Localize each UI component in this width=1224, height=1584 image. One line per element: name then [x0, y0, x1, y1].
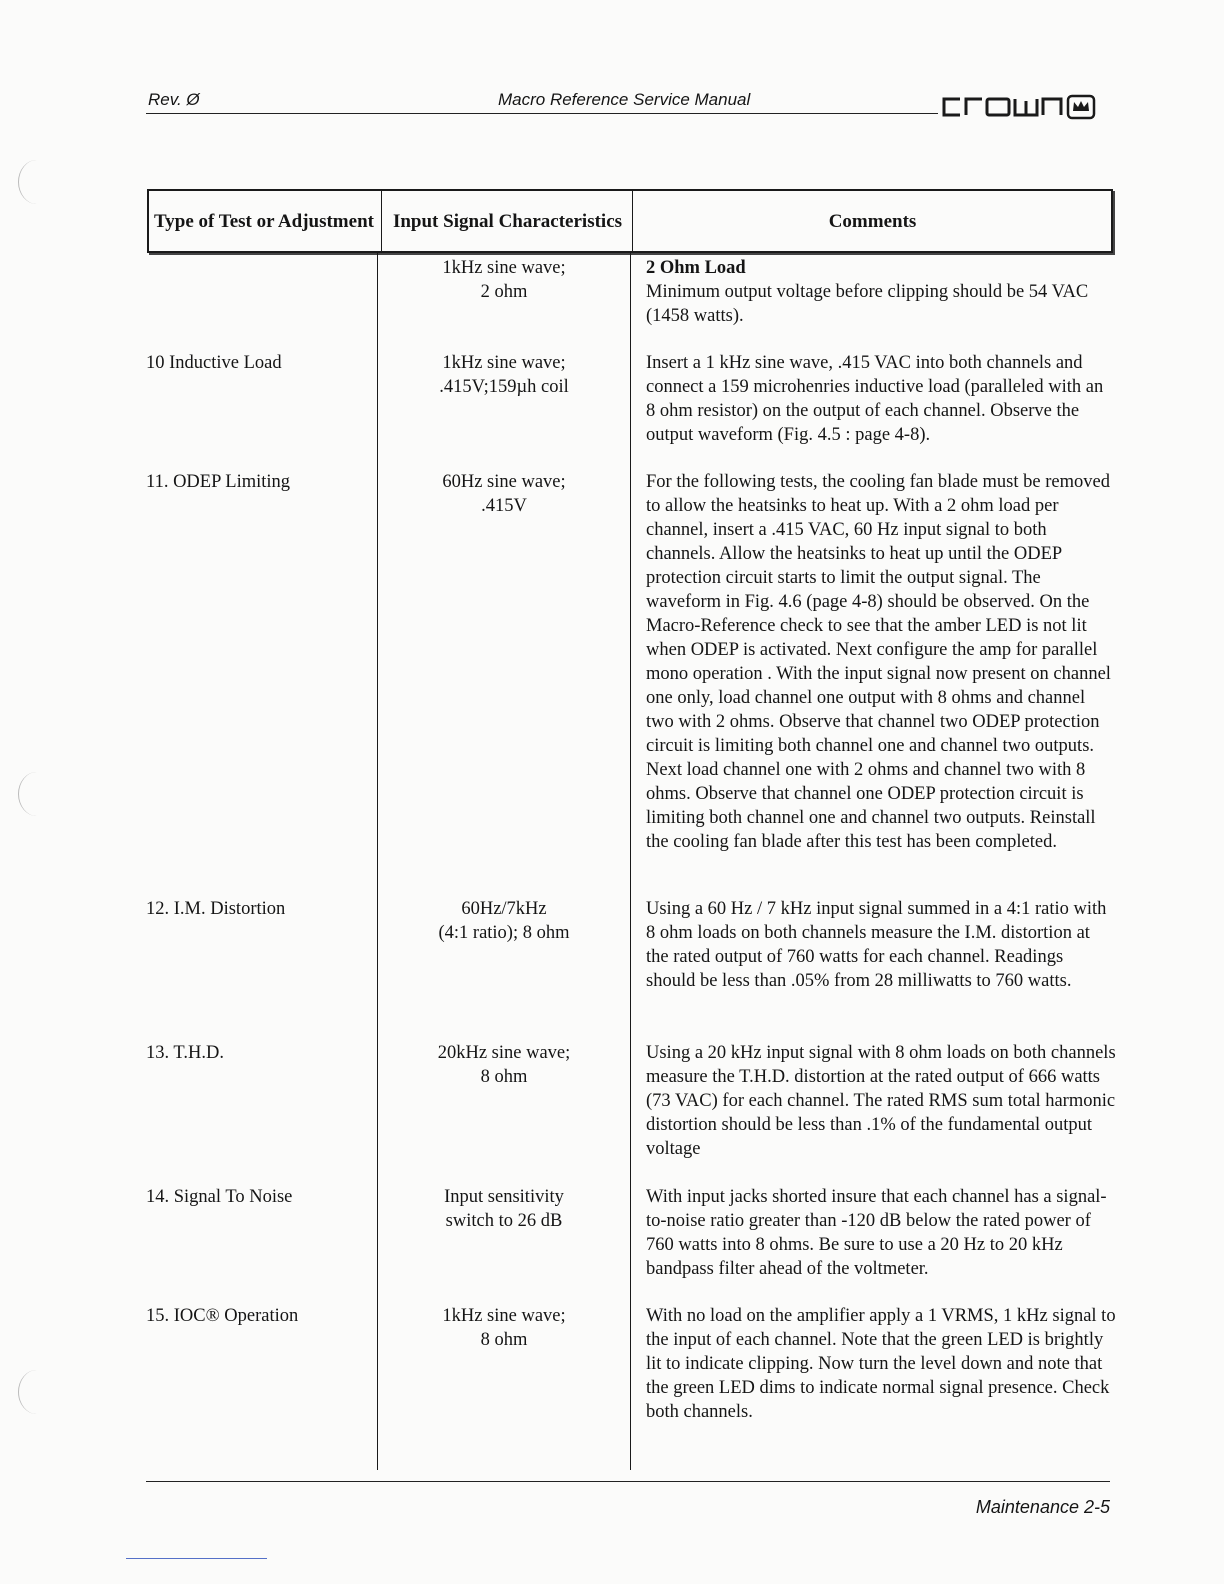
comment-text: For the following tests, the cooling fan blade must be removed to allow the heatsinks to heat up. With a 2 ohm load per channel, insert a .415 VAC, 60 Hz input signal to both channels. Allow the heatsinks to heat up until the ODEP protection circuit starts to limit the output signal. The waveform in Fig. 4.6 (page 4-8) should be observed. On the Macro-Reference check to see that the amber LED is not lit when ODEP is activated. Next configure the amp for parallel mono operation . With the input signal now present on channel one only, load channel one output with 8 ohms and channel two with 2 ohms. Observe that channel two ODEP protection circuit is limiting both channel one and channel two outputs. Next load channel one with 2 ohms and channel two with 8 ohms. Observe that channel one ODEP protection circuit is limiting both channel one and channel two outputs. Reinstall the cooling fan blade after this test has been completed. [646, 472, 1111, 852]
binder-hole-mark [18, 1370, 55, 1414]
binder-hole-mark [18, 160, 55, 204]
column-header-label: Comments [828, 210, 917, 232]
manual-title: Macro Reference Service Manual [498, 90, 751, 109]
input-signal: 60Hz/7kHz (4:1 ratio); 8 ohm [438, 899, 570, 943]
input-signal: 60Hz sine wave; .415V [442, 472, 566, 516]
table-header [147, 189, 1113, 253]
footer-rule [146, 1481, 1110, 1482]
binder-hole-mark [18, 772, 55, 816]
column-divider [377, 251, 378, 1470]
header-rule [146, 113, 938, 114]
test-type: 11. ODEP Limiting [146, 472, 291, 492]
column-header-label: Type of Test or Adjustment [154, 210, 374, 232]
test-type: 13. T.H.D. [146, 1043, 224, 1063]
comment [646, 1041, 1116, 1161]
column-divider [630, 251, 631, 1470]
comment-text: Using a 20 kHz input signal with 8 ohm loads on both channels measure the T.H.D. distortion at the rated output of 666 watts (73 VAC) for each channel. The rated RMS sum total harmonic distortion should be less than .1% of the fundamental output voltage [646, 1043, 1116, 1159]
test-type: 15. IOC® Operation [146, 1306, 299, 1326]
scan-edge-mark [126, 1558, 267, 1559]
comment-text: Insert a 1 kHz sine wave, .415 VAC into both channels and connect a 159 microhenries inductive load (paralleled with an 8 ohm resistor) on the output of each channel. Observe the output waveform (Fig. 4.5 : page 4-8). [646, 353, 1104, 445]
input-signal: 1kHz sine wave; 8 ohm [442, 1306, 566, 1350]
comment [646, 256, 1116, 328]
input-signal: 1kHz sine wave; 2 ohm [442, 258, 566, 302]
test-type: 14. Signal To Noise [146, 1187, 293, 1207]
comment [646, 1304, 1116, 1424]
comment-heading: 2 Ohm Load [646, 258, 746, 278]
input-signal: 20kHz sine wave; 8 ohm [437, 1043, 571, 1087]
page-footer: Maintenance 2-5 [975, 1497, 1110, 1517]
comment [646, 351, 1116, 447]
column-header-test-type [149, 191, 379, 251]
revision-label: Rev. Ø [148, 90, 200, 109]
comment-text: With input jacks shorted insure that each channel has a signal-to-noise ratio greater than -120 dB below the rated power of 760 watts into 8 ohms. Be sure to use a 20 Hz to 20 kHz bandpass filter ahead of the voltmeter. [646, 1187, 1107, 1279]
test-type: 12. I.M. Distortion [146, 899, 286, 919]
crown-logo-icon [938, 92, 1100, 122]
comment-text: With no load on the amplifier apply a 1 VRMS, 1 kHz signal to the input of each channel. Note that the green LED is brightly lit to indicate clipping. Now turn the level down and note that the green LED dims to indicate normal signal presence. Check both channels. [646, 1306, 1116, 1422]
comment [646, 1185, 1116, 1281]
input-signal: Input sensitivity switch to 26 dB [444, 1187, 564, 1231]
column-header-label: Input Signal Characteristics [392, 210, 623, 232]
column-header-input-signal [381, 191, 633, 251]
comment-text: Using a 60 Hz / 7 kHz input signal summed in a 4:1 ratio with 8 ohm loads on both channels measure the I.M. distortion at the rated output of 760 watts for each channel. Readings should be less than .05% from 28 milliwatts to 760 watts. [646, 899, 1107, 991]
comment [646, 897, 1116, 993]
comment-text: Minimum output voltage before clipping should be 54 VAC (1458 watts). [646, 282, 1089, 326]
column-header-comments [632, 191, 1112, 251]
input-signal: 1kHz sine wave; .415V;159µh coil [439, 353, 569, 397]
test-type: 10 Inductive Load [146, 353, 282, 373]
comment [646, 470, 1116, 854]
